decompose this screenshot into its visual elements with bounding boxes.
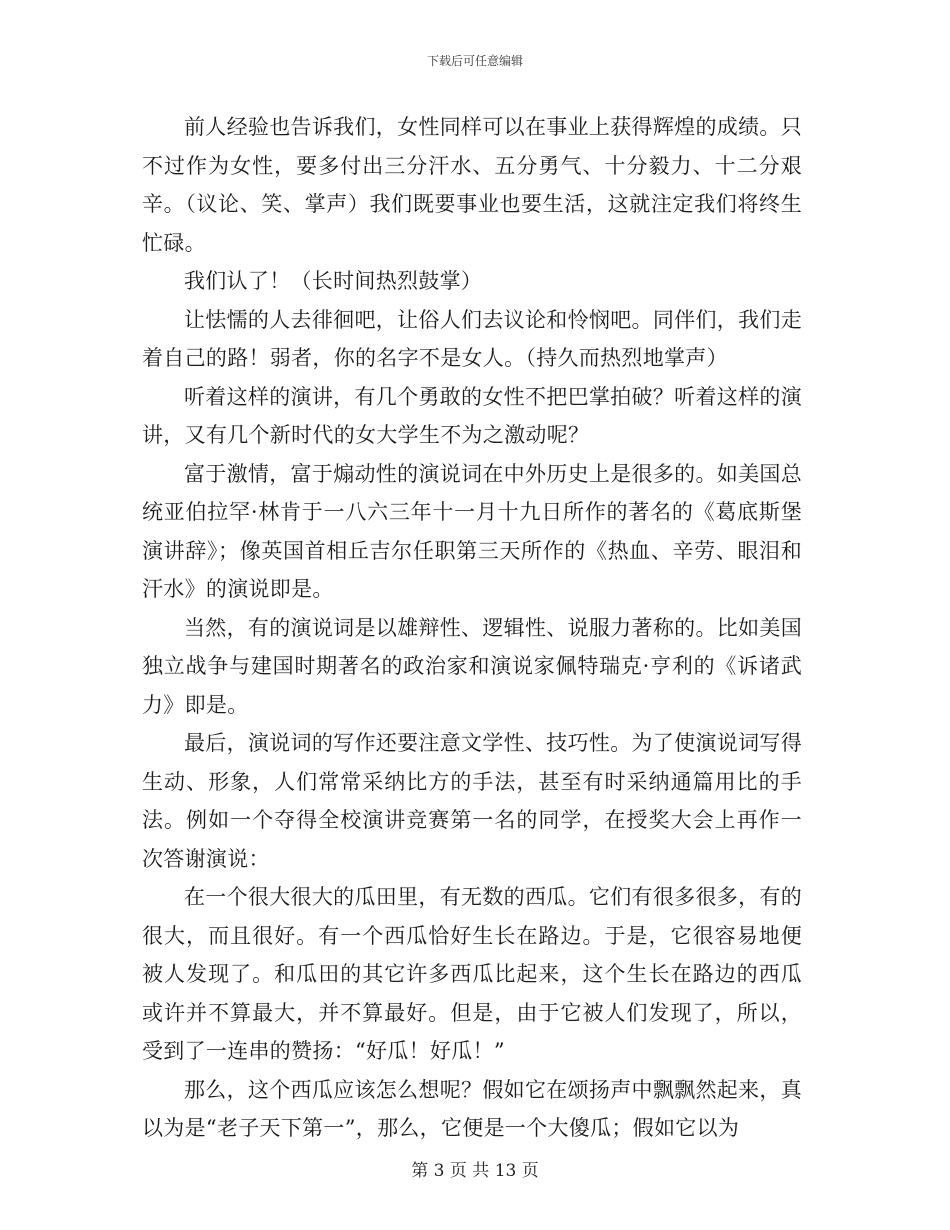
paragraph: 在一个很大很大的瓜田里，有无数的西瓜。它们有很多很多，有的很大，而且很好。有一个西瓜恰好生长在路边。于是，它很容易地便被人发现了。和瓜田的其它许多西瓜比起来，这个生长在路边的西瓜或许并不算最大，并不算最好。但是，由于它被人们发现了，所以，受到了一连串的赞扬：“好瓜！好瓜！”	[142, 885, 802, 1063]
paragraph: 最后，演说词的写作还要注意文学性、技巧性。为了使演说词写得生动、形象，人们常常采纳比方的手法，甚至有时采纳通篇用比的手法。例如一个夺得全校演讲竞赛第一名的同学，在授奖大会上再作一次答谢演说：	[142, 731, 802, 871]
paragraph: 当然，有的演说词是以雄辩性、逻辑性、说服力著称的。比如美国独立战争与建国时期著名的政治家和演说家佩特瑞克·亨利的《诉诸武力》即是。	[142, 615, 802, 717]
paragraph: 前人经验也告诉我们，女性同样可以在事业上获得辉煌的成绩。只不过作为女性，要多付出三分汗水、五分勇气、十分毅力、十二分艰辛。（议论、笑、掌声）我们既要事业也要生活，这就注定我们将终生忙碌。	[142, 115, 802, 255]
paragraph: 那么，这个西瓜应该怎么想呢？假如它在颂扬声中飘飘然起来，真以为是“老子天下第一”，那么，它便是一个大傻瓜；假如它以为	[142, 1077, 802, 1140]
page-header: 下载后可任意编辑	[426, 54, 523, 68]
page-number: 第 3 页 共 13 页	[411, 1161, 539, 1181]
paragraph: 富于激情，富于煽动性的演说词在中外历史上是很多的。如美国总统亚伯拉罕·林肯于一八六三年十一月十九日所作的著名的《葛底斯堡演讲辞》；像英国首相丘吉尔任职第三天所作的《热血、辛劳、眼泪和汗水》的演说即是。	[142, 461, 802, 601]
document-body	[142, 108, 802, 1148]
paragraph: 让怯懦的人去徘徊吧，让俗人们去议论和怜悯吧。同伴们，我们走着自己的路！弱者，你的名字不是女人。（持久而热烈地掌声）	[142, 307, 802, 370]
paragraph: 听着这样的演讲，有几个勇敢的女性不把巴掌拍破？听着这样的演讲，又有几个新时代的女大学生不为之激动呢？	[142, 384, 802, 447]
paragraph: 我们认了！（长时间热烈鼓掌）	[184, 269, 483, 293]
